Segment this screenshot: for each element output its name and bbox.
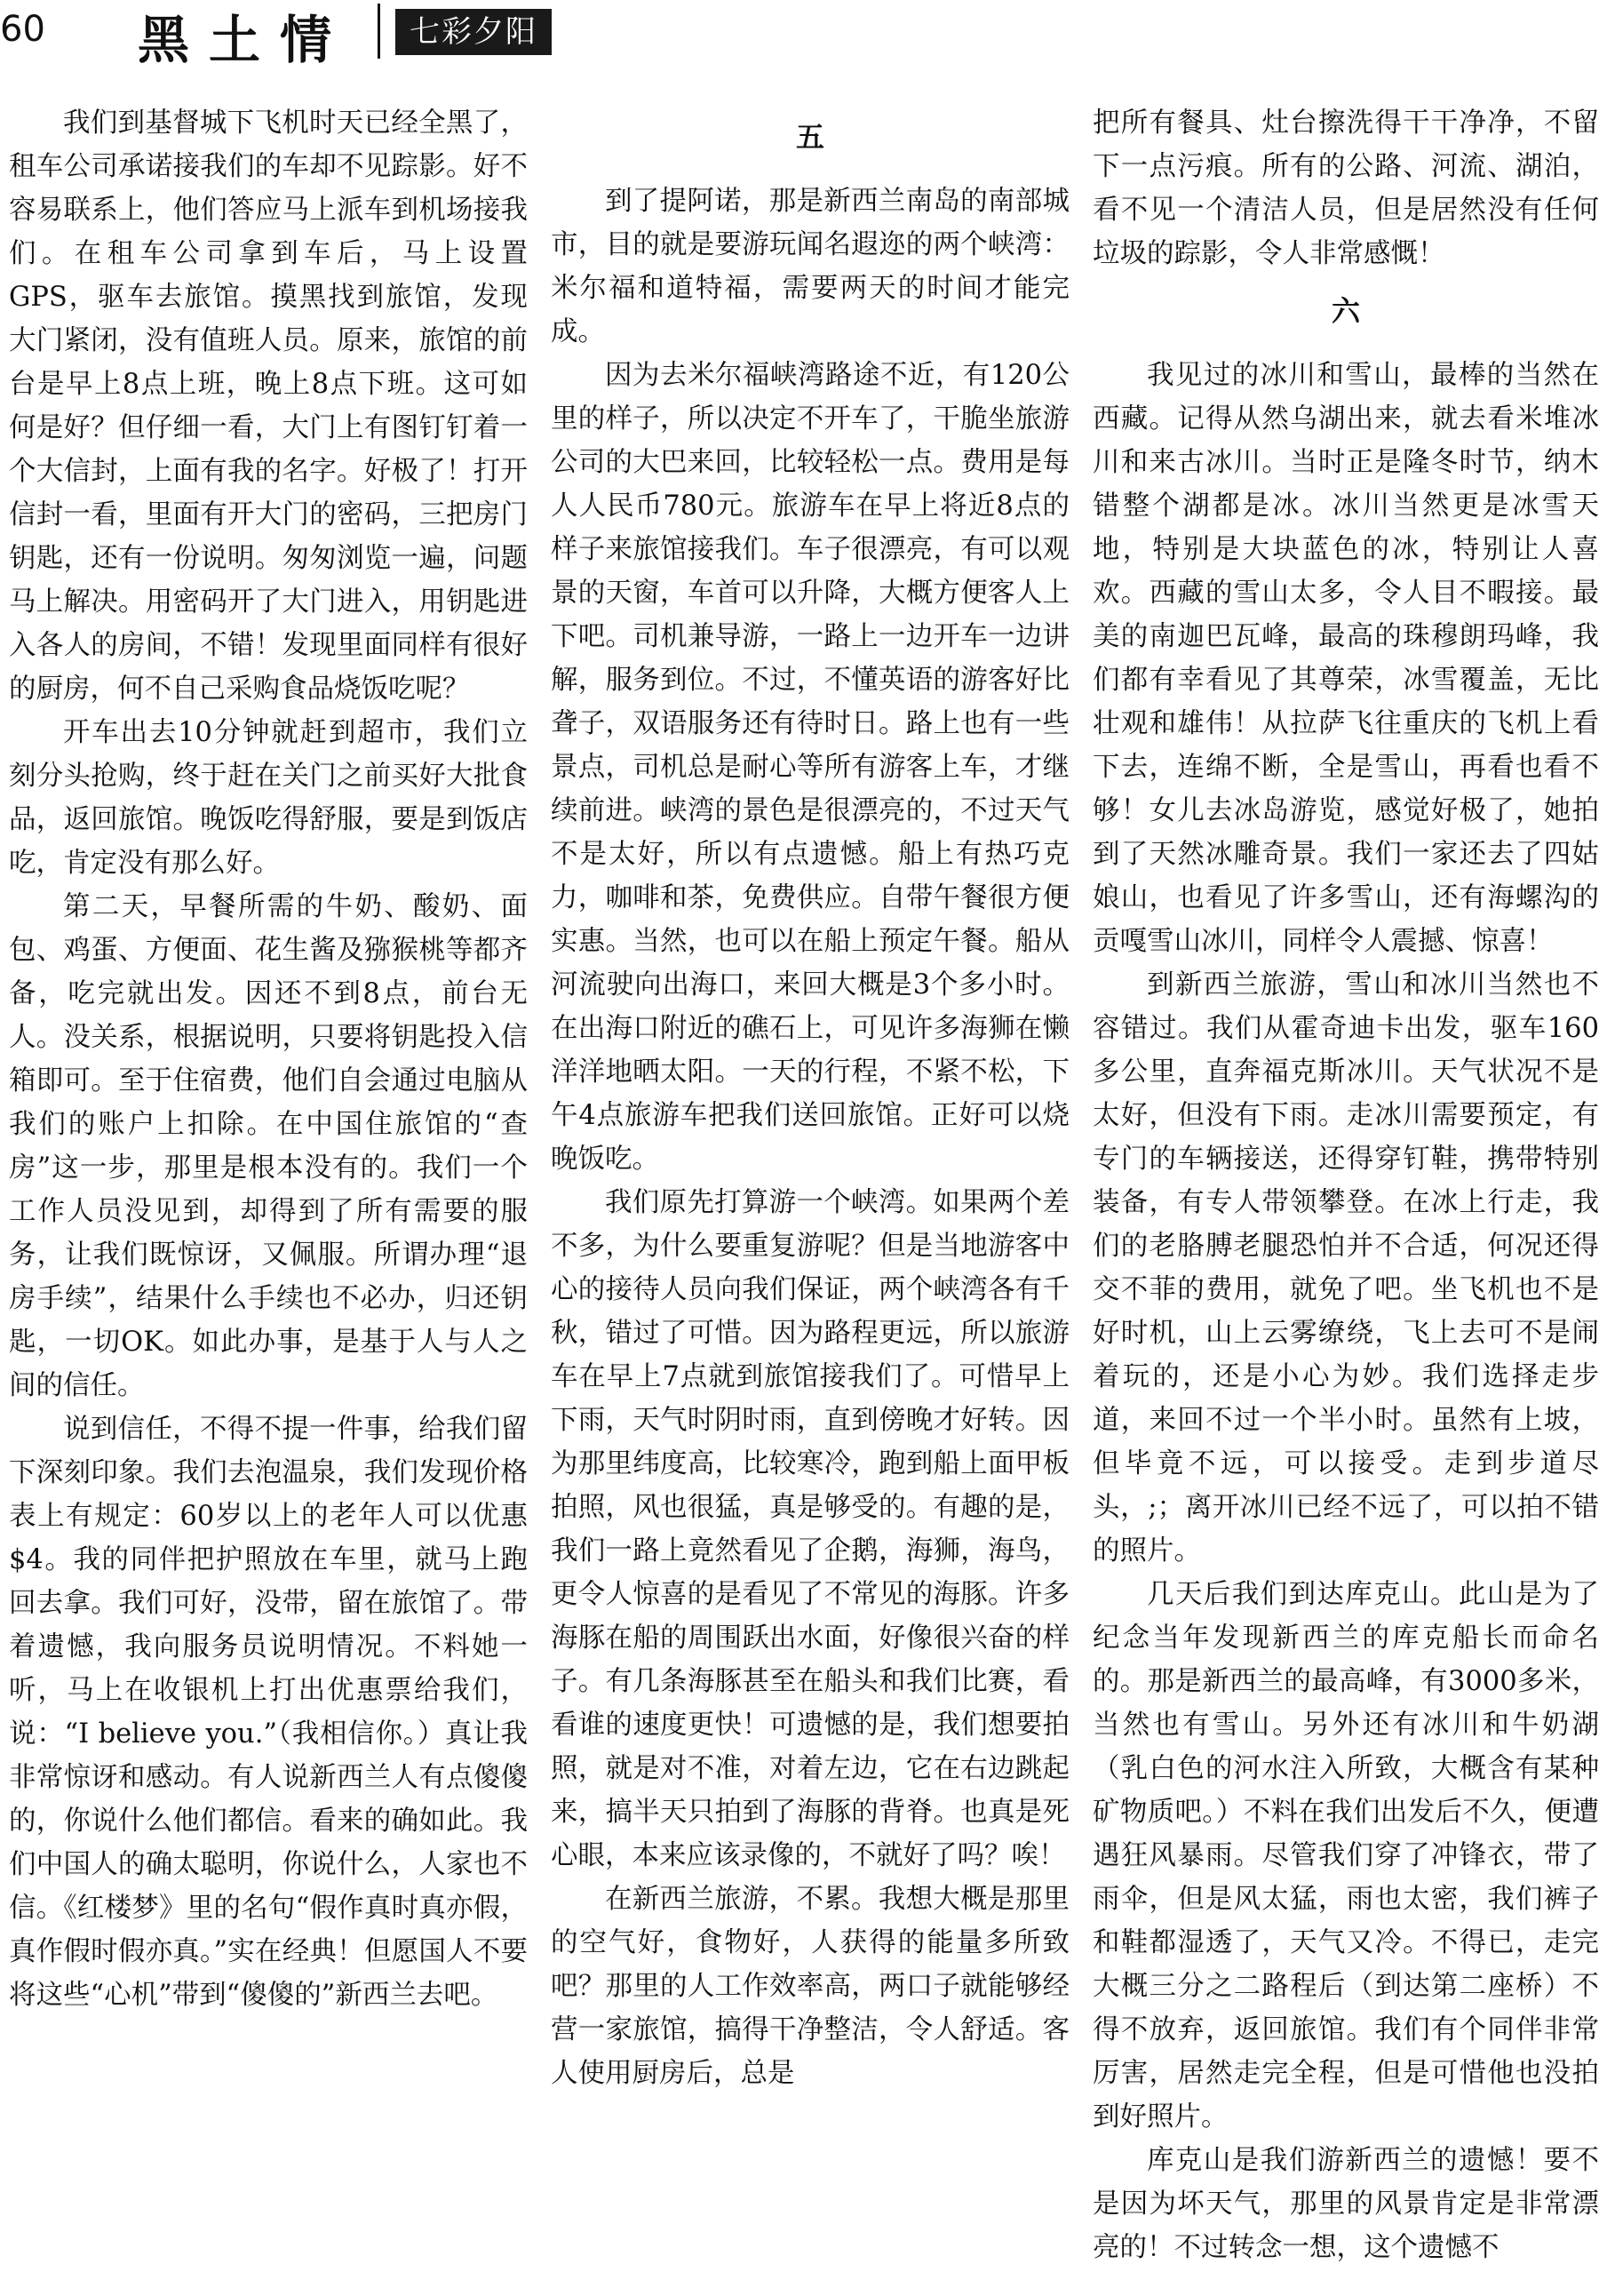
paragraph-continued: 把所有餐具、灶台擦洗得干干净净，不留下一点污痕。所有的公路、河流、湖泊，看不见一个清洁人员，但是居然没有任何垃圾的踪影，令人非常感慨！ — [1093, 108, 1599, 269]
section-heading: 六 — [1331, 294, 1360, 328]
paragraph: 第二天，早餐所需的牛奶、酸奶、面包、鸡蛋、方便面、花生酱及猕猴桃等都齐备，吃完就出发。因还不到8点，前台无人。没关系，根据说明，只要将钥匙投入信箱即可。至于住宿费，他们自会通过电脑从我们的账户上扣除。在中国住旅馆的“查房”这一步，那里是根本没有的。我们一个工作人员没见到，却得到了所有需要的服务，让我们既惊讶，又佩服。所谓办理“退房手续”，结果什么手续也不必办，归还钥匙，一切OK。如此办事，是基于人与人之间的信任。 — [9, 891, 528, 1401]
section-heading: 五 — [795, 120, 824, 154]
paragraph: 我见过的冰川和雪山，最棒的当然在西藏。记得从然乌湖出来，就去看米堆冰川和来古冰川。当时正是隆冬时节，纳木错整个湖都是冰。冰川当然更是冰雪天地，特别是大块蓝色的冰，特别让人喜欢。西藏的雪山太多，令人目不暇接。最美的南迦巴瓦峰，最高的珠穆朗玛峰，我们都有幸看见了其尊荣，冰雪覆盖，无比壮观和雄伟！从拉萨飞往重庆的飞机上看下去，连绵不断，全是雪山，再看也看不够！女儿去冰岛游览，感觉好极了，她拍到了天然冰雕奇景。我们一家还去了四姑娘山，也看见了许多雪山，还有海螺沟的贡嘎雪山冰川，同样令人震撼、惊喜！ — [1093, 360, 1599, 957]
paragraph: 开车出去10分钟就赶到超市，我们立刻分头抢购，终于赶在关门之前买好大批食品，返回旅馆。晚饭吃得舒服，要是到饭店吃，肯定没有那么好。 — [9, 717, 528, 879]
paragraph: 几天后我们到达库克山。此山是为了纪念当年发现新西兰的库克船长而命名的。那是新西兰的最高峰，有3000多米，当然也有雪山。另外还有冰川和牛奶湖（乳白色的河水注入所致，大概含有某种矿物质吧。）不料在我们出发后不久，便遭遇狂风暴雨。尽管我们穿了冲锋衣，带了雨伞，但是风太猛，雨也太密，我们裤子和鞋都湿透了，天气又冷。不得已，走完大概三分之二路程后（到达第二座桥）不得不放弃，返回旅馆。我们有个同伴非常厉害，居然走完全程，但是可惜他也没拍到好照片。 — [1093, 1579, 1599, 2133]
paragraph: 我们原先打算游一个峡湾。如果两个差不多，为什么要重复游呢？但是当地游客中心的接待人员向我们保证，两个峡湾各有千秋，错过了可惜。因为路程更远，所以旅游车在早上7点就到旅馆接我们了。可惜早上下雨，天气时阴时雨，直到傍晚才好转。因为那里纬度高，比较寒冷，跑到船上面甲板拍照，风也很猛，真是够受的。有趣的是，我们一路上竟然看见了企鹅，海狮，海鸟，更令人惊喜的是看见了不常见的海豚。许多海豚在船的周围跃出水面，好像很兴奋的样子。有几条海豚甚至在船头和我们比赛，看看谁的速度更快！可遗憾的是，我们想要拍照，就是对不准，对着左边，它在右边跳起来，搞半天只拍到了海豚的背脊。也真是死心眼，本来应该录像的，不就好了吗？唉！ — [551, 1187, 1070, 1871]
article-column-2 — [551, 101, 1070, 2296]
masthead-logo: 黑土情 — [138, 10, 352, 70]
paragraph: 到了提阿诺，那是新西兰南岛的南部城市，目的就是要游玩闻名遐迩的两个峡湾：米尔福和道特福，需要两天的时间才能完成。 — [551, 186, 1070, 347]
article-column-1 — [9, 101, 528, 2296]
paragraph: 库克山是我们游新西兰的遗憾！要不是因为坏天气，那里的风景肯定是非常漂亮的！不过转念一想，这个遗憾不 — [1093, 2145, 1599, 2263]
article-column-3 — [1093, 101, 1599, 2296]
column-badge: 七彩夕阳 — [395, 9, 552, 55]
paragraph: 我们到基督城下飞机时天已经全黑了，租车公司承诺接我们的车却不见踪影。好不容易联系上，他们答应马上派车到机场接我们。在租车公司拿到车后，马上设置GPS，驱车去旅馆。摸黑找到旅馆，发现大门紧闭，没有值班人员。原来，旅馆的前台是早上8点上班，晚上8点下班。这可如何是好？但仔细一看，大门上有图钉钉着一个大信封，上面有我的名字。好极了！打开信封一看，里面有开大门的密码，三把房门钥匙，还有一份说明。匆匆浏览一遍，问题马上解决。用密码开了大门进入，用钥匙进入各人的房间，不错！发现里面同样有很好的厨房，何不自己采购食品烧饭吃呢？ — [9, 108, 528, 705]
page-header — [0, 0, 1599, 71]
paragraph: 到新西兰旅游，雪山和冰川当然也不容错过。我们从霍奇迪卡出发，驱车160多公里，直奔福克斯冰川。天气状况不是太好，但没有下雨。走冰川需要预定，有专门的车辆接送，还得穿钉鞋，携带特别装备，有专人带领攀登。在冰上行走，我们的老胳膊老腿恐怕并不合适，何况还得交不菲的费用，就免了吧。坐飞机也不是好时机，山上云雾缭绕，飞上去可不是闹着玩的，还是小心为妙。我们选择走步道，来回不过一个半小时。虽然有上坡，但毕竟不远，可以接受。走到步道尽头，;；离开冰川已经不远了，可以拍不错的照片。 — [1093, 969, 1599, 1567]
paragraph: 因为去米尔福峡湾路途不近，有120公里的样子，所以决定不开车了，干脆坐旅游公司的大巴来回，比较轻松一点。费用是每人人民币780元。旅游车在早上将近8点的样子来旅馆接我们。车子很漂亮，有可以观景的天窗，车首可以升降，大概方便客人上下吧。司机兼导游，一路上一边开车一边讲解，服务到位。不过，不懂英语的游客好比聋子，双语服务还有待时日。路上也有一些景点，司机总是耐心等所有游客上车，才继续前进。峡湾的景色是很漂亮的，不过天气不是太好，所以有点遗憾。船上有热巧克力，咖啡和茶，免费供应。自带午餐很方便实惠。当然，也可以在船上预定午餐。船从河流驶向出海口，来回大概是3个多小时。在出海口附近的礁石上，可见许多海狮在懒洋洋地晒太阳。一天的行程，不紧不松，下午4点旅游车把我们送回旅馆。正好可以烧晚饭吃。 — [551, 360, 1070, 1175]
header-divider — [378, 4, 380, 59]
paragraph: 说到信任，不得不提一件事，给我们留下深刻印象。我们去泡温泉，我们发现价格表上有规定：60岁以上的老年人可以优惠$4。我的同伴把护照放在车里，就马上跑回去拿。我们可好，没带，留在旅馆了。带着遗憾，我向服务员说明情况。不料她一听，马上在收银机上打出优惠票给我们，说：“I believe you.”（我相信你。）真让我非常惊讶和感动。有人说新西兰人有点傻傻的，你说什么他们都信。看来的确如此。我们中国人的确太聪明，你说什么，人家也不信。《红楼梦》里的名句“假作真时真亦假，真作假时假亦真。”实在经典！但愿国人不要将这些“心机”带到“傻傻的”新西兰去吧。 — [9, 1414, 528, 2011]
page-number: 60 — [0, 9, 45, 50]
paragraph: 在新西兰旅游，不累。我想大概是那里的空气好，食物好，人获得的能量多所致吧？那里的人工作效率高，两口子就能够经营一家旅馆，搞得干净整洁，令人舒适。客人使用厨房后，总是 — [551, 1884, 1070, 2089]
